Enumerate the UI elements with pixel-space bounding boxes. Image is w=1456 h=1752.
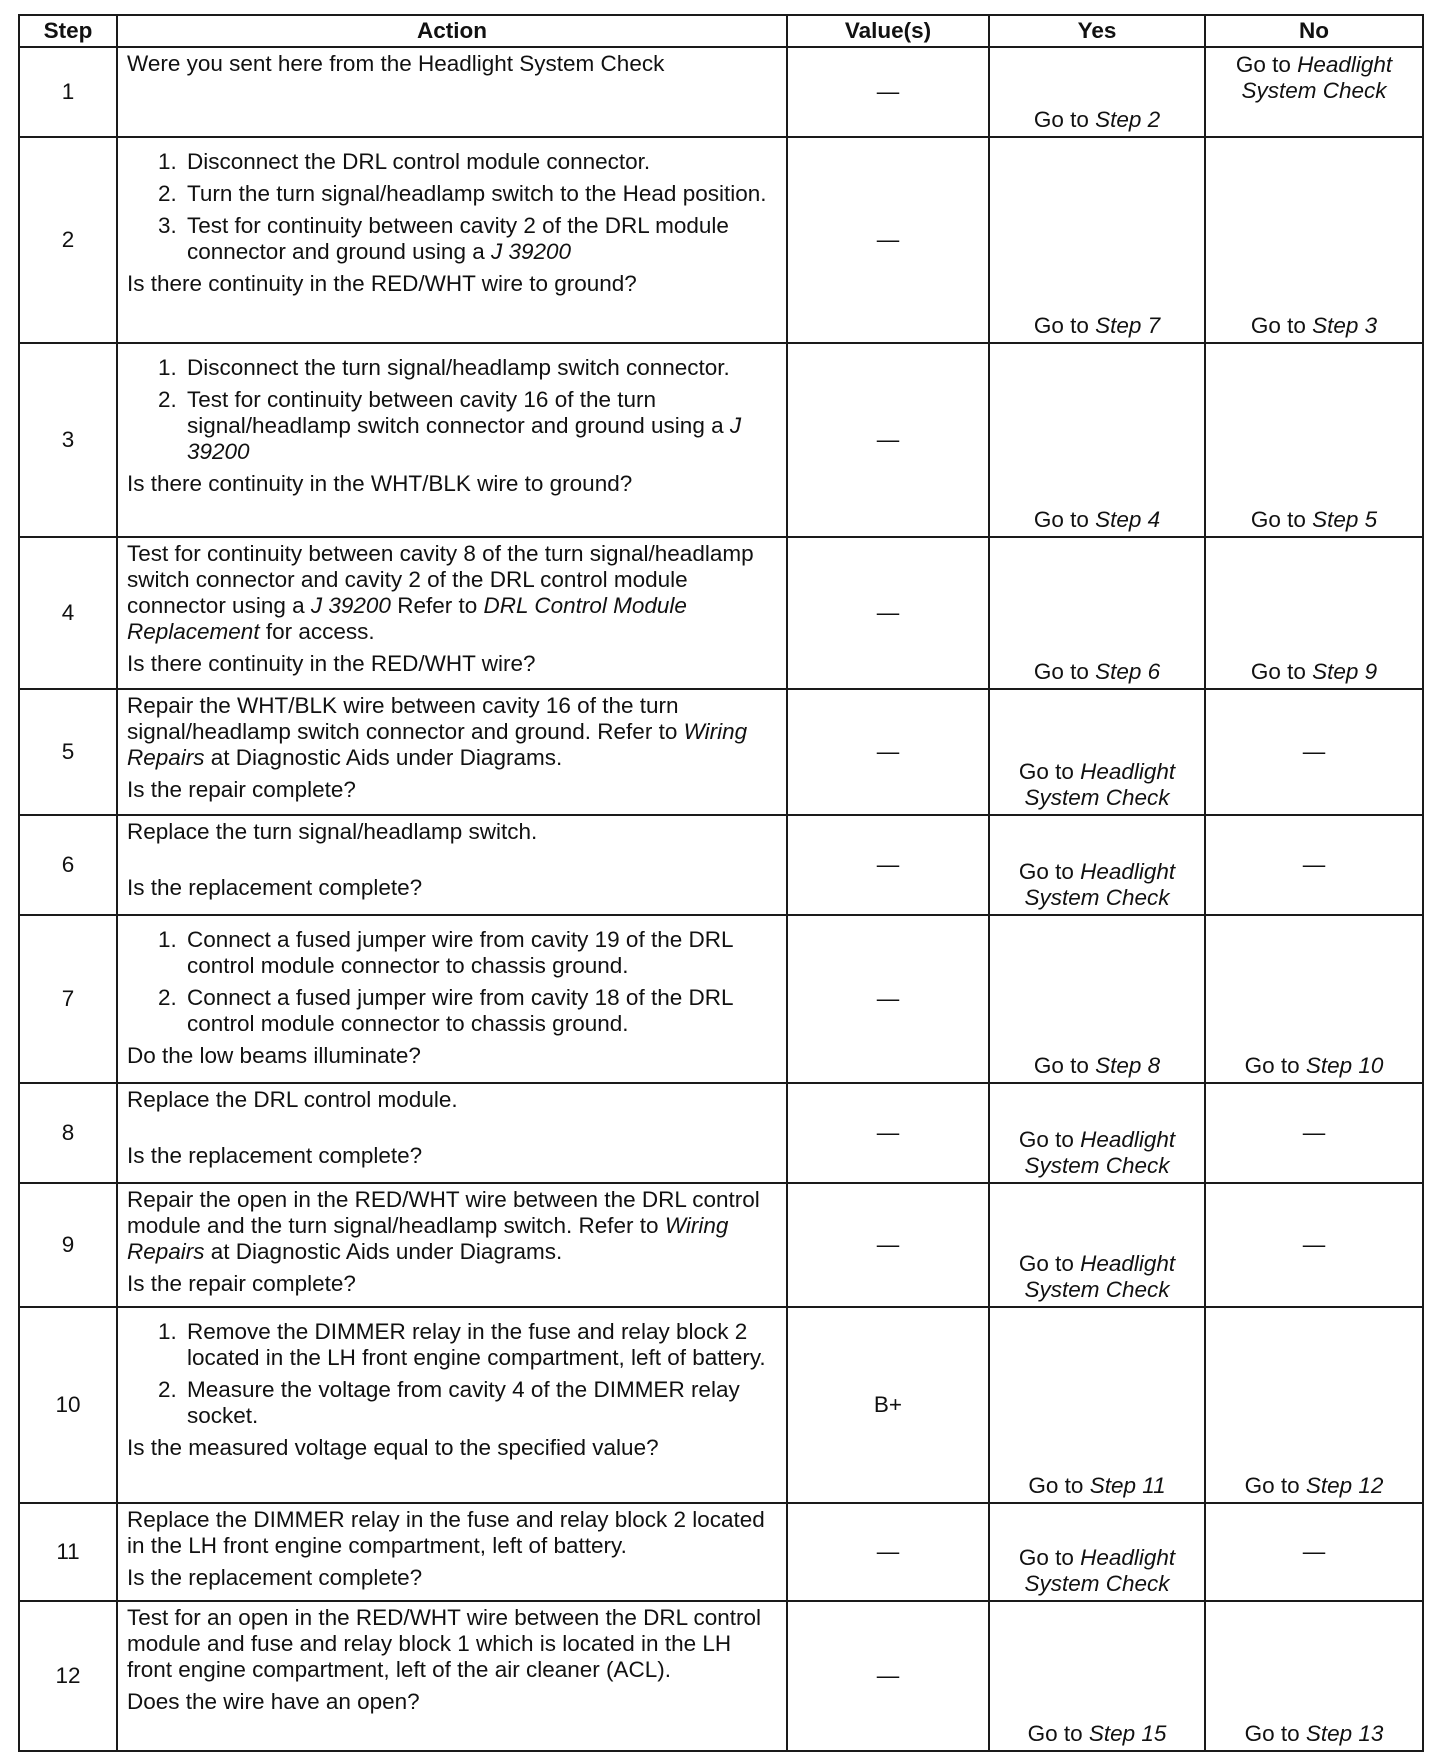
yes-cell [989,47,1205,137]
yes-cell [989,343,1205,537]
value-cell: — [787,537,989,689]
value-cell: — [787,47,989,137]
action-cell [117,137,787,343]
no-cell: — [1205,1503,1423,1601]
diagnostic-table-page [18,14,1422,1752]
header-no: No [1205,15,1423,47]
no-target: Step 13 [1305,1721,1384,1746]
action-list [127,149,777,265]
action-text: Test for an open in the RED/WHT wire between the DRL control module and fuse and relay block 1 which is located in the LH front engine compartment, left of the air cleaner (ACL). [127,1605,762,1682]
yes-target: Step 11 [1089,1473,1166,1498]
yes-cell [989,1503,1205,1601]
table-row [19,343,1423,537]
action-question: Is the replacement complete? [127,875,423,900]
value-cell: B+ [787,1307,989,1503]
table-row [19,137,1423,343]
action-text-part: Test for continuity between cavity 8 of the turn signal/headlamp switch connector and cavity 2 of the DRL control module connector using a [127,541,754,618]
action-question: Is there continuity in the RED/WHT wire? [127,651,536,676]
yes-target: Step 15 [1088,1721,1167,1746]
value-cell: — [787,689,989,815]
no-target: Headlight System Check [1241,52,1393,103]
action-cell [117,815,787,915]
action-item [183,213,777,265]
action-text [127,541,777,645]
action-question: Is the replacement complete? [127,1565,423,1590]
action-list [127,1319,777,1429]
no-target: Step 5 [1312,507,1378,532]
action-cell [117,1083,787,1183]
no-prefix: Go to [1244,1721,1306,1746]
yes-prefix: Go to [1033,107,1096,132]
yes-cell [989,1601,1205,1751]
step-number: 8 [19,1083,117,1183]
yes-cell [989,689,1205,815]
step-number: 11 [19,1503,117,1601]
yes-target: Step 6 [1095,659,1161,684]
action-text-part: at Diagnostic Aids under Diagrams. [204,1239,563,1264]
value-cell: — [787,1503,989,1601]
action-text: Replace the DRL control module. [127,1087,458,1112]
no-cell: — [1205,815,1423,915]
yes-cell [989,1307,1205,1503]
tool-reference: J 39200 [490,239,572,264]
yes-prefix: Go to [1018,1545,1081,1570]
no-target: Step 3 [1312,313,1378,338]
action-cell [117,1183,787,1307]
action-item: 1. Remove the DIMMER relay in the fuse and relay block 2 located in the LH front engine compartment, left of battery. [183,1319,777,1371]
yes-cell [989,915,1205,1083]
no-cell [1205,137,1423,343]
table-row [19,537,1423,689]
yes-target: Step 8 [1095,1053,1161,1078]
yes-prefix: Go to [1027,1721,1089,1746]
no-prefix: Go to [1235,52,1298,77]
header-values: Value(s) [787,15,989,47]
step-number: 2 [19,137,117,343]
value-cell: — [787,1601,989,1751]
yes-prefix: Go to [1028,1473,1090,1498]
yes-prefix: Go to [1033,1053,1096,1078]
yes-cell [989,137,1205,343]
yes-prefix: Go to [1033,313,1096,338]
action-text-part: at Diagnostic Aids under Diagrams. [204,745,563,770]
step-number: 3 [19,343,117,537]
no-prefix: Go to [1244,1473,1306,1498]
yes-target: Headlight System Check [1024,859,1176,910]
yes-prefix: Go to [1033,659,1096,684]
no-cell [1205,343,1423,537]
yes-target: Step 2 [1095,107,1161,132]
action-question: Is the repair complete? [127,777,356,802]
no-cell [1205,47,1423,137]
table-row [19,1307,1423,1503]
no-prefix: Go to [1244,1053,1306,1078]
no-prefix: Go to [1250,659,1313,684]
value-cell: — [787,1083,989,1183]
yes-prefix: Go to [1018,1127,1081,1152]
action-cell [117,1307,787,1503]
step-number: 9 [19,1183,117,1307]
action-question: Do the low beams illuminate? [127,1043,421,1068]
action-item: 2. Turn the turn signal/headlamp switch to the Head position. [183,181,777,207]
no-prefix: Go to [1250,313,1313,338]
action-text: Were you sent here from the Headlight System Check [127,51,665,76]
action-list [127,927,777,1037]
table-row [19,1601,1423,1751]
diagnostic-table [18,14,1424,1752]
doc-reference: Wiring Repairs [127,719,748,770]
action-question: Is there continuity in the WHT/BLK wire to ground? [127,471,633,496]
table-row [19,689,1423,815]
action-question: Is the replacement complete? [127,1143,423,1168]
header-yes: Yes [989,15,1205,47]
yes-target: Headlight System Check [1024,1127,1176,1178]
step-number: 7 [19,915,117,1083]
value-cell: — [787,1183,989,1307]
action-question: Does the wire have an open? [127,1689,420,1714]
yes-prefix: Go to [1018,859,1081,884]
yes-target: Headlight System Check [1024,759,1176,810]
action-cell [117,1601,787,1751]
step-number: 6 [19,815,117,915]
no-target: Step 9 [1312,659,1378,684]
no-cell: — [1205,689,1423,815]
no-cell [1205,1601,1423,1751]
action-cell [117,689,787,815]
yes-cell [989,537,1205,689]
action-item-text: Test for continuity between cavity 16 of the turn signal/headlamp switch connector and ground using a [187,387,724,438]
action-text-part: for access. [259,619,375,644]
step-number: 12 [19,1601,117,1751]
no-cell [1205,915,1423,1083]
no-target: Step 10 [1305,1053,1384,1078]
action-text-part: Refer to [390,593,484,618]
action-item: 1. Connect a fused jumper wire from cavity 19 of the DRL control module connector to chassis ground. [183,927,777,979]
action-text-part: Repair the WHT/BLK wire between cavity 16 of the turn signal/headlamp switch connector and ground. Refer to [127,693,684,744]
no-cell [1205,537,1423,689]
action-question: Is there continuity in the RED/WHT wire to ground? [127,271,637,296]
action-text: Replace the turn signal/headlamp switch. [127,819,538,844]
table-row [19,915,1423,1083]
action-item: 1. Disconnect the turn signal/headlamp switch connector. [183,355,777,381]
yes-target: Step 7 [1095,313,1161,338]
header-step: Step [19,15,117,47]
yes-prefix: Go to [1033,507,1096,532]
table-row [19,815,1423,915]
step-number: 5 [19,689,117,815]
action-item: 2. Measure the voltage from cavity 4 of the DIMMER relay socket. [183,1377,777,1429]
yes-cell [989,815,1205,915]
table-row [19,1503,1423,1601]
action-item: 2. Connect a fused jumper wire from cavity 18 of the DRL control module connector to chassis ground. [183,985,777,1037]
no-cell: — [1205,1183,1423,1307]
doc-reference: Wiring Repairs [127,1213,729,1264]
action-list [127,355,777,465]
yes-cell [989,1083,1205,1183]
no-target: Step 12 [1305,1473,1384,1498]
tool-reference: J 39200 [187,413,742,464]
value-cell: — [787,137,989,343]
action-text-part: Repair the open in the RED/WHT wire between the DRL control module and the turn signal/headlamp switch. Refer to [127,1187,760,1238]
no-prefix: Go to [1250,507,1313,532]
no-cell [1205,1307,1423,1503]
action-item: 1. Disconnect the DRL control module connector. [183,149,777,175]
yes-target: Headlight System Check [1024,1251,1176,1302]
header-action: Action [117,15,787,47]
action-question: Is the measured voltage equal to the specified value? [127,1435,659,1460]
tool-reference: J 39200 [310,593,391,618]
step-number: 4 [19,537,117,689]
action-cell [117,343,787,537]
table-header-row [19,15,1423,47]
action-cell [117,47,787,137]
action-question: Is the repair complete? [127,1271,356,1296]
doc-reference: DRL Control Module Replacement [127,593,687,644]
action-item-text: Test for continuity between cavity 2 of the DRL module connector and ground using a [187,213,729,264]
yes-prefix: Go to [1018,1251,1081,1276]
step-number: 10 [19,1307,117,1503]
action-text [127,693,777,771]
value-cell: — [787,343,989,537]
value-cell: — [787,915,989,1083]
action-text [127,1187,777,1265]
table-row [19,47,1423,137]
action-text: Replace the DIMMER relay in the fuse and relay block 2 located in the LH front engine compartment, left of battery. [127,1507,765,1558]
action-cell [117,915,787,1083]
action-cell [117,1503,787,1601]
table-row [19,1083,1423,1183]
action-cell [117,537,787,689]
value-cell: — [787,815,989,915]
step-number: 1 [19,47,117,137]
yes-target: Step 4 [1095,507,1161,532]
table-row [19,1183,1423,1307]
yes-target: Headlight System Check [1024,1545,1176,1596]
yes-cell [989,1183,1205,1307]
action-item [183,387,777,465]
yes-prefix: Go to [1018,759,1081,784]
no-cell: — [1205,1083,1423,1183]
